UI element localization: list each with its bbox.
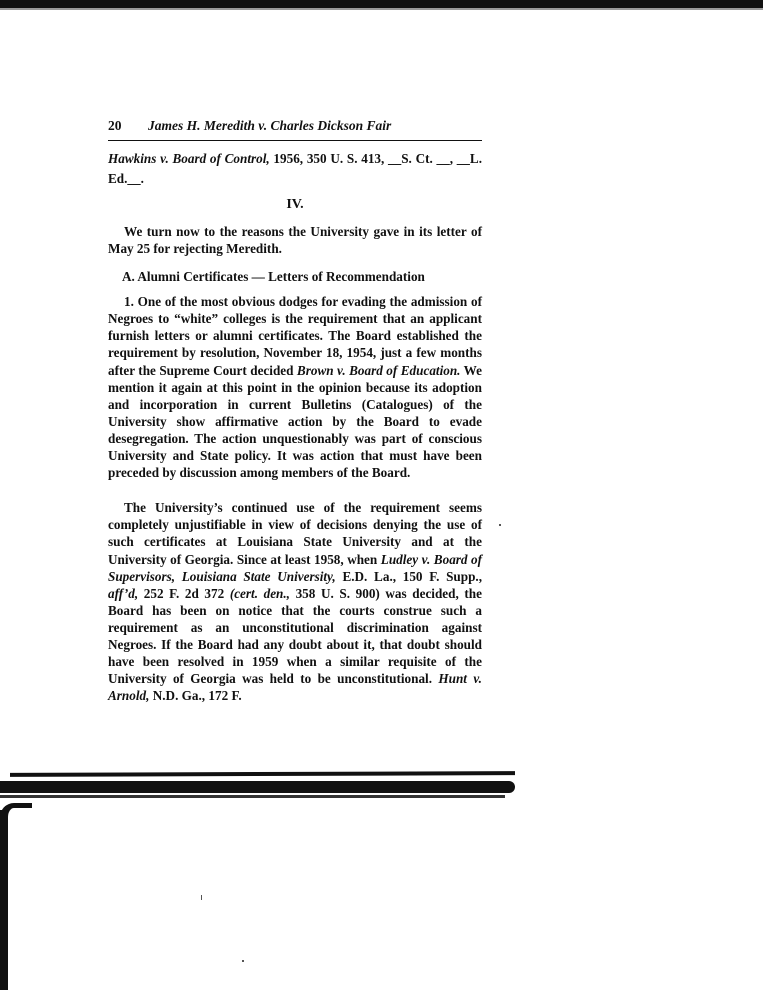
citation-case-name: Hawkins v. Board of Control, bbox=[108, 151, 270, 166]
paragraph-1-text-b: We mention it again at this point in the opinion because its adoption and incorporation in current Bulletins (Catalogues) of the University show affirmative action by the Board to evade desegregation. The action unquestionably was part of conscious University and State policy. It was action that must have been preceded by discussion among members of the Board. bbox=[108, 362, 482, 481]
paragraph-2-text-a: The University’s continued use of the requirement seems completely unjustifiable in view of decisions denying the use of such certificates at Louisiana State University and at the University of Georgia. Since at least 1958, when bbox=[108, 500, 482, 567]
paragraph-2-text-b: E.D. La., 150 F. Supp., bbox=[335, 568, 483, 584]
paragraph-1 bbox=[108, 293, 482, 481]
header-rule bbox=[108, 140, 482, 141]
running-head bbox=[108, 118, 482, 137]
scan-speck bbox=[499, 524, 501, 526]
paragraph-2 bbox=[108, 499, 482, 704]
scan-border-top-shadow bbox=[0, 8, 763, 10]
scan-page-edge-shadow bbox=[0, 795, 505, 798]
page-number: 20 bbox=[108, 118, 122, 133]
paragraph-1-text-a: 1. One of the most obvious dodges for evading the admission of Negroes to “white” colleges is the requirement that an applicant furnish letters or alumni certificates. The Board established the requirement by resolution, November 18, 1954, just a few months after the Supreme Court decided bbox=[108, 294, 482, 378]
paragraph-2-text-e: N.D. Ga., 172 F. bbox=[149, 688, 242, 704]
paragraph-2-text-d: 358 U. S. 900) was decided, the Board has been on notice that the courts construe such a requirement as an unconstitutional discrimination against Negroes. If the Board had any doubt about it, that doubt should have been resolved in 1959 when a similar requisite of the University of Georgia was held to be unconstitutional. bbox=[108, 585, 482, 687]
paragraph-2-case-2: Hunt v. Arnold, bbox=[108, 671, 482, 704]
citation-continued bbox=[108, 149, 482, 189]
scan-border-top bbox=[0, 0, 763, 8]
scan-page-edge-bar bbox=[0, 781, 515, 793]
running-head-title: James H. Meredith v. Charles Dickson Fair bbox=[148, 118, 392, 133]
scan-left-edge-bar bbox=[0, 810, 8, 990]
paragraph-2-case-1: Ludley v. Board of Supervisors, Louisiana State University, bbox=[108, 551, 483, 584]
document-page bbox=[108, 118, 482, 704]
scan-page-edge-line bbox=[10, 771, 515, 777]
subheading: A. Alumni Certificates — Letters of Recommendation bbox=[122, 269, 425, 285]
scan-speck bbox=[242, 960, 244, 962]
paragraph-2-affd: aff’d, bbox=[108, 585, 139, 601]
paragraph-2-cert: (cert. den., bbox=[229, 585, 290, 601]
citation-rest: 1956, 350 U. S. 413, __S. Ct. __, __L. Ed.__. bbox=[108, 151, 482, 186]
paragraph-2-text-c: 252 F. 2d 372 bbox=[138, 585, 230, 601]
section-heading: IV. bbox=[286, 197, 304, 212]
scan-speck bbox=[201, 895, 202, 900]
intro-paragraph: We turn now to the reasons the University gave in its letter of May 25 for rejecting Meredith. bbox=[108, 224, 482, 257]
paragraph-1-case: Brown v. Board of Education. bbox=[296, 362, 461, 378]
